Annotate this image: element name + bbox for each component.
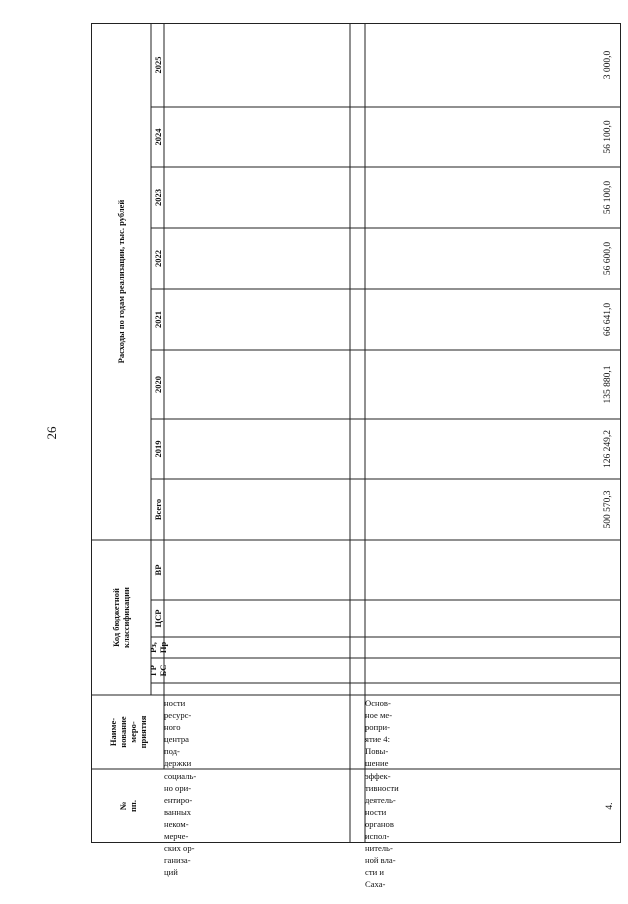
header-year-2019: 2019 [152, 440, 163, 458]
header-year-2025: 2025 [152, 56, 163, 74]
row-2-value-2021: 66 641,0 [603, 302, 613, 337]
row-2-value-2025: 3 000,0 [603, 50, 613, 80]
header-year-2022: 2022 [152, 250, 163, 267]
row-2-name: Основ- ное ме- ропри- ятие 4: Повы- шение эффек- тивности деятель- ности органов испол- нитель- ной вла- сти и Саха- [365, 698, 399, 890]
header-num: № пп. [117, 800, 138, 812]
header-grbs: ГР БС [147, 664, 168, 677]
header-empty [151, 683, 164, 695]
header-year-2023: 2023 [152, 189, 163, 206]
header-budget-classification: Код бюджетной классификации [111, 587, 131, 648]
header-name: Наиме- нование меро- приятия [107, 715, 148, 749]
header-vr: ВР [152, 564, 163, 576]
header-csr: ЦСР [152, 609, 163, 628]
header-rz-pr: Рз, Пр [147, 641, 168, 654]
row-1-name: ности ресурс- ного центра под- держки социаль- но ори- ентиро- ванных неком- мерче- ских ор- ганиза- ций [164, 698, 197, 878]
page-number: 26 [44, 426, 59, 440]
row-2-total: 500 570,3 [603, 490, 613, 529]
header-expenses-by-year: Расходы по годам реализации, тыс. рублей [116, 199, 126, 364]
row-2-value-2023: 56 100,0 [603, 180, 613, 215]
header-total: Всего [152, 498, 163, 521]
row-2-value-2024: 56 100,0 [603, 120, 613, 154]
row-2-value-2019: 126 249,2 [603, 430, 613, 468]
row-2-num: 4. [605, 802, 615, 810]
row-2-value-2022: 56 600,0 [603, 241, 613, 276]
header-year-2020: 2020 [152, 376, 163, 393]
row-2-value-2020: 135 880,1 [603, 365, 613, 404]
budget-table [91, 23, 621, 890]
header-year-2024: 2024 [152, 128, 163, 146]
header-year-2021: 2021 [152, 311, 163, 328]
